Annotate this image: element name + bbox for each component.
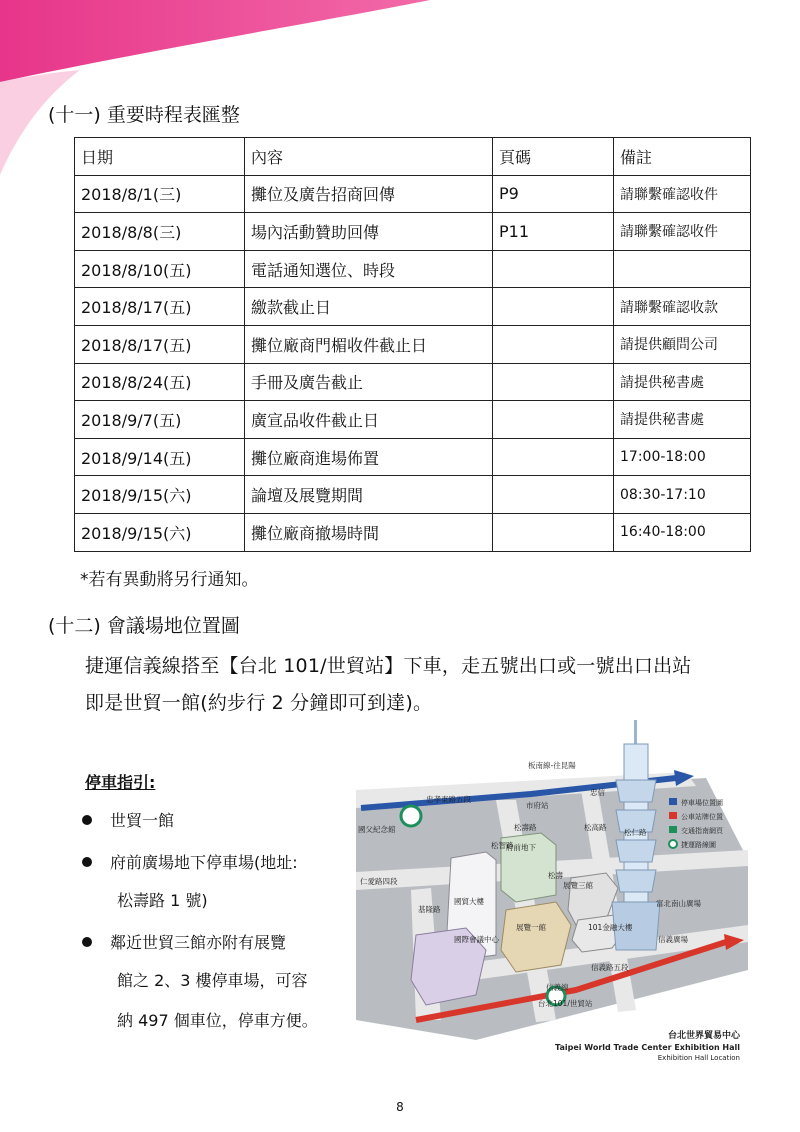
venue-directions-line1: 捷運信義線搭至【台北 101/世貿站】下車，走五號出口或一號出口出站: [85, 655, 692, 677]
cell-note: 請提供秘書處: [614, 363, 751, 401]
section-title-venue: (十二) 會議場地位置圖: [48, 615, 240, 637]
cell-date: 2018/9/15(六): [75, 476, 245, 514]
label-financial: 101金融大樓: [588, 923, 633, 932]
cell-content: 攤位廠商門楣收件截止日: [245, 325, 493, 363]
table-row: [75, 213, 751, 251]
parking-bullet-1: 世貿一館: [82, 808, 174, 831]
svg-text:公車站牌位置: 公車站牌位置: [681, 813, 723, 821]
cell-page: P11: [493, 213, 614, 251]
parking-title: 停車指引:: [85, 773, 156, 792]
parking-bullet-3: 鄰近世貿三館亦附有展覽: [82, 930, 286, 953]
table-row: [75, 513, 751, 551]
table-row: [75, 363, 751, 401]
bullet-icon: [82, 815, 92, 825]
table-row: [75, 438, 751, 476]
header-date: 日期: [75, 138, 245, 176]
label-hall3: 展覽三館: [563, 881, 593, 890]
cell-note: 請聯繫確認收款: [614, 288, 751, 326]
table-row: [75, 250, 751, 288]
cell-note: 請提供顧問公司: [614, 325, 751, 363]
cell-page: [493, 476, 614, 514]
cell-date: 2018/8/1(三): [75, 175, 245, 213]
cell-content: 論壇及展覽期間: [245, 476, 493, 514]
building-hall1: [501, 902, 571, 972]
table-row: [75, 175, 751, 213]
section-title-schedule: (十一) 重要時程表匯整: [48, 104, 240, 126]
cell-note: 16:40-18:00: [614, 513, 751, 551]
cell-note: [614, 250, 751, 288]
cell-page: [493, 401, 614, 439]
label-songzhi-road: 松智路: [491, 841, 514, 850]
cell-date: 2018/8/8(三): [75, 213, 245, 251]
label-songgao-road: 松高路: [584, 823, 607, 832]
label-xinyi-plaza: 信義廣場: [658, 935, 688, 944]
cell-content: 繳款截止日: [245, 288, 493, 326]
label-intl-trade: 國貿大樓: [454, 897, 484, 906]
cell-page: [493, 325, 614, 363]
cell-note: 08:30-17:10: [614, 476, 751, 514]
cell-content: 電話通知選位、時段: [245, 250, 493, 288]
label-keelung-road: 基隆路: [418, 905, 441, 914]
cell-page: P9: [493, 175, 614, 213]
cell-note: 請提供秘書處: [614, 401, 751, 439]
cell-content: 廣宣品收件截止日: [245, 401, 493, 439]
schedule-footnote: *若有異動將另行通知。: [80, 570, 259, 590]
label-xinyi-road: 信義路五段: [591, 963, 629, 972]
bullet-icon: [82, 857, 92, 867]
svg-text:停車場位置圖: 停車場位置圖: [681, 799, 723, 807]
label-xinyi-line: 信義線: [546, 983, 569, 992]
table-row: [75, 401, 751, 439]
cell-note: 請聯繫確認收件: [614, 213, 751, 251]
label-station: 台北101/世貿站: [538, 999, 593, 1008]
map-name-sub: Exhibition Hall Location: [657, 1054, 740, 1062]
cell-date: 2018/8/10(五): [75, 250, 245, 288]
cell-date: 2018/9/15(六): [75, 513, 245, 551]
parking-bullet-2: 府前廣場地下停車場(地址:: [82, 850, 298, 873]
cell-date: 2018/8/17(五): [75, 288, 245, 326]
label-city-hall: 市府站: [526, 801, 549, 810]
label-hall1: 展覽一館: [516, 923, 546, 932]
map-name-en: Taipei World Trade Center Exhibition Hall: [555, 1043, 740, 1052]
svg-text:交通指南網頁: 交通指南網頁: [681, 827, 723, 835]
cell-page: [493, 513, 614, 551]
cell-page: [493, 250, 614, 288]
cell-date: 2018/8/17(五): [75, 325, 245, 363]
cell-content: 場內活動贊助回傳: [245, 213, 493, 251]
cell-content: 攤位及廣告招商回傳: [245, 175, 493, 213]
parking-bullet-3-cont2: 納 497 個車位，停車方便。: [117, 1011, 318, 1030]
parking-bullet-3-cont1: 館之 2、3 樓停車場，可容: [117, 971, 308, 990]
table-row: [75, 325, 751, 363]
cell-content: 攤位廠商撤場時間: [245, 513, 493, 551]
table-row: [75, 288, 751, 326]
svg-text:捷運路線圖: 捷運路線圖: [681, 841, 716, 849]
cell-content: 手冊及廣告截止: [245, 363, 493, 401]
schedule-table: [74, 137, 751, 552]
label-songshou-road: 松壽路: [514, 823, 537, 832]
label-songren-road: 松仁路: [624, 828, 647, 837]
cell-date: 2018/9/7(五): [75, 401, 245, 439]
header-note: 備註: [614, 138, 751, 176]
header-content: 內容: [245, 138, 493, 176]
table-header-row: [75, 138, 751, 176]
label-bannan-line: 板南線-往昆陽: [528, 761, 576, 770]
label-renai-road: 仁愛路四段: [360, 877, 398, 886]
venue-map: [356, 720, 748, 1065]
parking-bullet-2-cont: 松壽路 1 號): [117, 891, 208, 910]
cell-note: 17:00-18:00: [614, 438, 751, 476]
cell-page: [493, 438, 614, 476]
label-sun-yat-sen: 國父紀念館: [358, 825, 396, 834]
label-zhongxiao-road: 忠孝東路五段: [426, 795, 471, 804]
page-number: 8: [396, 1100, 404, 1114]
header-page: 頁碼: [493, 138, 614, 176]
label-fuqian: 府前地下: [506, 843, 536, 852]
bullet-icon: [82, 937, 92, 947]
label-zhongxin: 忠信: [590, 788, 605, 797]
cell-content: 攤位廠商進場佈置: [245, 438, 493, 476]
map-name-cn: 台北世界貿易中心: [667, 1031, 740, 1041]
label-itc: 國際會議中心: [454, 935, 499, 944]
cell-note: 請聯繫確認收件: [614, 175, 751, 213]
cell-date: 2018/8/24(五): [75, 363, 245, 401]
label-songshou2: 松壽: [548, 871, 563, 880]
cell-date: 2018/9/14(五): [75, 438, 245, 476]
cell-page: [493, 363, 614, 401]
table-row: [75, 476, 751, 514]
venue-directions-line2: 即是世貿一館(約步行 2 分鐘即可到達)。: [85, 692, 433, 714]
cell-page: [493, 288, 614, 326]
label-xiangshan: 富北南山廣場: [656, 899, 701, 908]
